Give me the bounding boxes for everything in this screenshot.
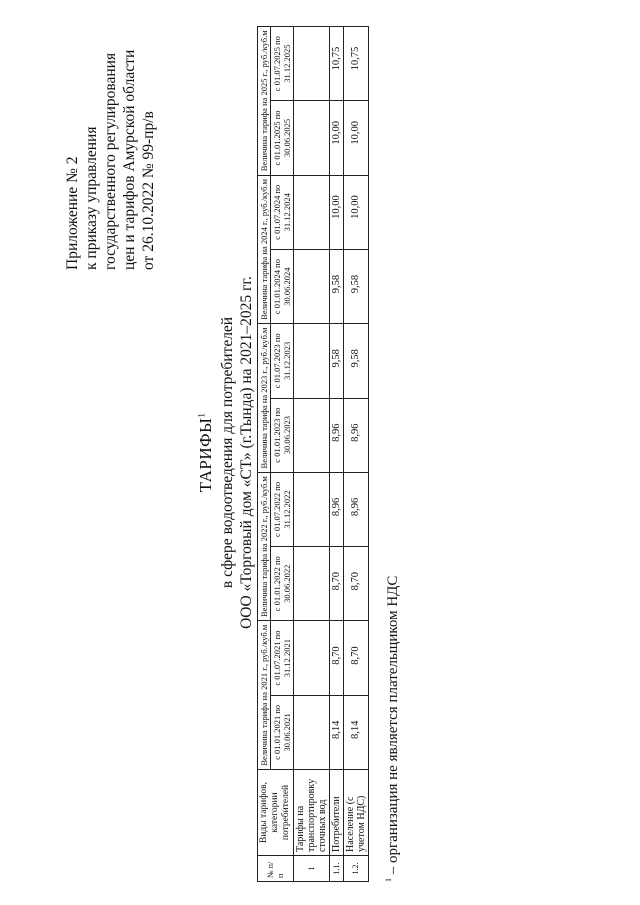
header-year-2023: Величина тарифа на 2023 г., руб./куб.м	[258, 324, 271, 473]
tariff-cell: 10,75	[344, 27, 369, 101]
appendix-line: государственного регулирования	[102, 52, 119, 270]
tariff-cell	[294, 175, 330, 249]
tariff-cell: 8,96	[344, 472, 369, 546]
document-subtitle-2: ООО «Торговый дом «СТ» (г.Тында) на 2021–2025 гг.	[238, 276, 255, 629]
table-row	[294, 27, 330, 882]
tariff-cell	[294, 621, 330, 695]
tariff-cell	[294, 695, 330, 769]
tariff-cell: 10,00	[330, 175, 344, 249]
tariff-cell: 8,96	[344, 398, 369, 472]
header-period: с 01.07.2023 по 31.12.2023	[271, 324, 294, 398]
table-row	[330, 27, 344, 882]
header-period: с 01.07.2021 по 31.12.2021	[271, 621, 294, 695]
tariff-cell	[294, 398, 330, 472]
header-period: с 01.07.2022 по 31.12.2022	[271, 472, 294, 546]
tariff-cell: 8,14	[330, 695, 344, 769]
tariff-cell: 10,00	[344, 101, 369, 175]
table-header-row	[258, 27, 271, 882]
title-text: ТАРИФЫ	[196, 417, 215, 493]
appendix-line: Приложение № 2	[64, 156, 81, 270]
tariff-cell	[294, 101, 330, 175]
tariff-cell	[294, 324, 330, 398]
tariff-cell: 10,75	[330, 27, 344, 101]
tariff-cell: 8,70	[330, 547, 344, 621]
header-period: с 01.01.2023 по 30.06.2023	[271, 398, 294, 472]
tariff-cell	[294, 249, 330, 323]
tariff-cell: 9,58	[330, 249, 344, 323]
tariff-cell: 8,96	[330, 398, 344, 472]
table-period-row	[271, 27, 294, 882]
header-year-2021: Величина тарифа на 2021 г., руб./куб.м	[258, 621, 271, 770]
header-period: с 01.01.2025 по 30.06.2025	[271, 101, 294, 175]
footnote-text: – организация не является плательщиком НДС	[385, 575, 401, 878]
header-period: с 01.01.2024 по 30.06.2024	[271, 249, 294, 323]
tariff-cell: 8,70	[344, 547, 369, 621]
title-footnote-mark: 1	[196, 412, 207, 418]
tariff-cell: 9,58	[330, 324, 344, 398]
appendix-header	[63, 10, 158, 270]
footnote	[384, 576, 402, 882]
row-category: Потребители	[330, 770, 344, 856]
tariff-cell: 8,70	[330, 621, 344, 695]
tariff-cell	[294, 547, 330, 621]
row-number: 1	[294, 856, 330, 882]
tariff-cell	[294, 472, 330, 546]
tariff-table	[257, 26, 369, 882]
header-period: с 01.07.2025 по 31.12.2025	[271, 27, 294, 101]
header-period: с 01.01.2021 по 30.06.2021	[271, 695, 294, 769]
tariff-cell: 8,70	[344, 621, 369, 695]
document-title	[196, 0, 216, 905]
appendix-line: от 26.10.2022 № 99-пр/в	[140, 111, 157, 270]
tariff-cell: 9,58	[344, 249, 369, 323]
header-year-2022: Величина тарифа на 2022 г., руб./куб.м	[258, 472, 271, 621]
appendix-line: цен и тарифов Амурской области	[121, 49, 138, 270]
header-year-2025: Величина тарифа на 2025 г., руб./куб.м	[258, 27, 271, 176]
row-number: 1.1.	[330, 856, 344, 882]
document-subtitle-1: в сфере водоотведения для потребителей	[219, 316, 236, 589]
tariff-cell	[294, 27, 330, 101]
header-category: Виды тарифов, категории потребителей	[258, 770, 294, 856]
header-period: с 01.07.2024 по 31.12.2024	[271, 175, 294, 249]
tariff-cell: 8,96	[330, 472, 344, 546]
row-number: 1.2.	[344, 856, 369, 882]
header-number: № п/п	[258, 856, 294, 882]
row-category: Тарифы на транспортировку сточных вод	[294, 770, 330, 856]
row-category: Население (с учетом НДС)	[344, 770, 369, 856]
footnote-mark: 1	[384, 878, 393, 882]
header-period: с 01.01.2022 по 30.06.2022	[271, 547, 294, 621]
table-row	[344, 27, 369, 882]
tariff-cell: 10,00	[330, 101, 344, 175]
tariff-cell: 9,58	[344, 324, 369, 398]
tariff-cell: 10,00	[344, 175, 369, 249]
header-year-2024: Величина тарифа на 2024 г., руб./куб.м	[258, 175, 271, 324]
appendix-line: к приказу управления	[83, 126, 100, 270]
tariff-cell: 8,14	[344, 695, 369, 769]
